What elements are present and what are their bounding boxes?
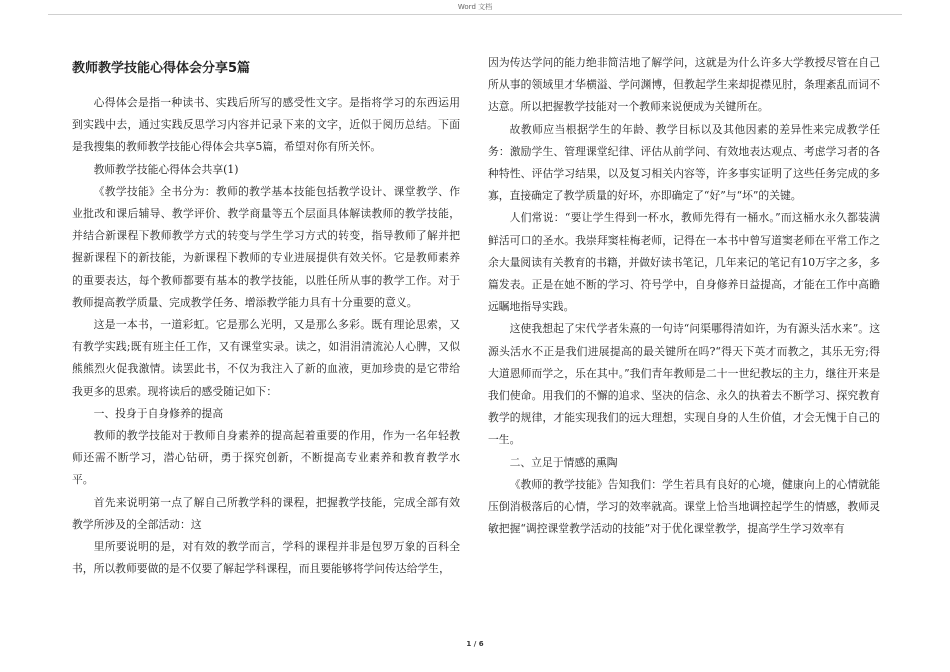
left-column	[72, 58, 460, 580]
body-paragraph-continued: 因为传达学问的能力绝非简洁地了解学问，这就是为什么许多大学教授尽管在自己所从事的领域里才华横溢、学问渊博，但教起学生来却捉襟见肘，条理紊乱而词不达意。所以把握教学技能对一个教师来说便成为关键所在。	[488, 56, 880, 114]
body-paragraph: 教师的教学技能对于教师自身素养的提高起着重要的作用，作为一名年轻教师还需不断学习，潜心钻研，勇于探究创新，不断提高专业素养和教育教学水平。	[72, 429, 460, 487]
body-paragraph: 里所要说明的是，对有效的教学而言，学科的课程并非是包罗万象的百科全书，所以教师要做的是不仅要了解起学科课程，而且要能够将学问传达给学生，	[72, 540, 460, 576]
section-heading-share-1: 教师教学技能心得体会共享(1)	[93, 162, 239, 176]
body-paragraph: 首先来说明第一点了解自己所教学科的课程，把握教学技能，完成全部有效教学所涉及的全部活动：这	[72, 495, 460, 531]
body-paragraph: 这使我想起了宋代学者朱熹的一句诗“问渠哪得清如许，为有源头活水来”。这源头活水不正是我们进展提高的最关键所在吗?“得天下英才而教之，其乐无穷;得大道恩师而学之，乐在其中。”我们青年教师是二十一世纪教坛的主力，继往开来是我们使命。用我们的不懈的追求、坚决的信念、永久的执着去不断学习、探究教育教学的规律，才能实现我们的远大理想，实现自身的人生价值，才会无愧于自己的一生。	[488, 322, 880, 447]
document-title: 教师教学技能心得体会分享5篇	[72, 61, 251, 76]
subheading-emotional-cultivation: 二、立足于情感的熏陶	[509, 455, 618, 469]
body-paragraph: 人们常说：“要让学生得到一杯水，教师先得有一桶水。”而这桶水永久都装满鲜活可口的圣水。我崇拜窦桂梅老师，记得在一本书中曾写道窦老师在平常工作之余大量阅读有关教育的书籍，并做好读书笔记，几年来记的笔记有10万字之多，多篇发表。正是在她不断的学习、符号学中，自身修养日益提高，才能在工作中高瞻远瞩地指导实践。	[488, 211, 880, 314]
body-paragraph: 这是一本书，一道彩虹。它是那么光明，又是那么多彩。既有理论思索，又有教学实践;既有班主任工作，又有课堂实录。读之，如涓涓清流沁人心脾，又似熊熊烈火促我激情。读罢此书，不仅为我注入了新的血液，更加珍贵的是它带给我更多的思索。现将读后的感受随记如下：	[72, 318, 460, 398]
body-paragraph: 故教师应当根据学生的年龄、教学目标以及其他因素的差异性来完成教学任务：激励学生、管理课堂纪律、评估从前学问、有效地表达观点、考虑学习者的各种特性、评估学习结果，以及复习相关内容等，许多事实证明了这些任务完成的多寡，直接确定了教学质量的好坏，亦即确定了“好”与“坏”的关键。	[488, 122, 880, 203]
body-paragraph: 《教师的教学技能》告知我们：学生若具有良好的心境，健康向上的心情就能压倒消极落后的心情，学习的效率就高。课堂上恰当地调控起学生的情感，教师灵敏把握“调控课堂教学活动的技能”对于优化课堂教学，提高学生学习效率有	[488, 477, 880, 536]
subheading-self-improvement: 一、投身于自身修养的提高	[93, 406, 224, 420]
document-header-label: Word 文档	[457, 3, 493, 11]
right-column	[488, 52, 880, 540]
intro-paragraph: 心得体会是指一种读书、实践后所写的感受性文字。是指将学习的东西运用到实践中去，通过实践反思学习内容并记录下来的文字，近似于阅历总结。下面是我搜集的教师教学技能心得体会共享5篇，希望对你有所关怀。	[72, 96, 460, 154]
body-paragraph: 《教学技能》全书分为：教师的教学基本技能包括教学设计、课堂教学、作业批改和课后辅导、教学评价、教学商量等五个层面具体解读教师的教学技能，并结合新课程下教师教学方式的转变与学生学习方式的转变，指导教师了解并把握新课程下的新技能，为新课程下教师的专业进展提供有效关怀。它是教师素养的重要表达，每个教师都要有基本的教学技能，以胜任所从事的教学工作。对于教师提高教学质量、完成教学任务、增添教学能力具有十分重要的意义。	[72, 184, 460, 309]
header-divider	[48, 14, 902, 15]
page-number: 1 / 6	[466, 640, 484, 648]
